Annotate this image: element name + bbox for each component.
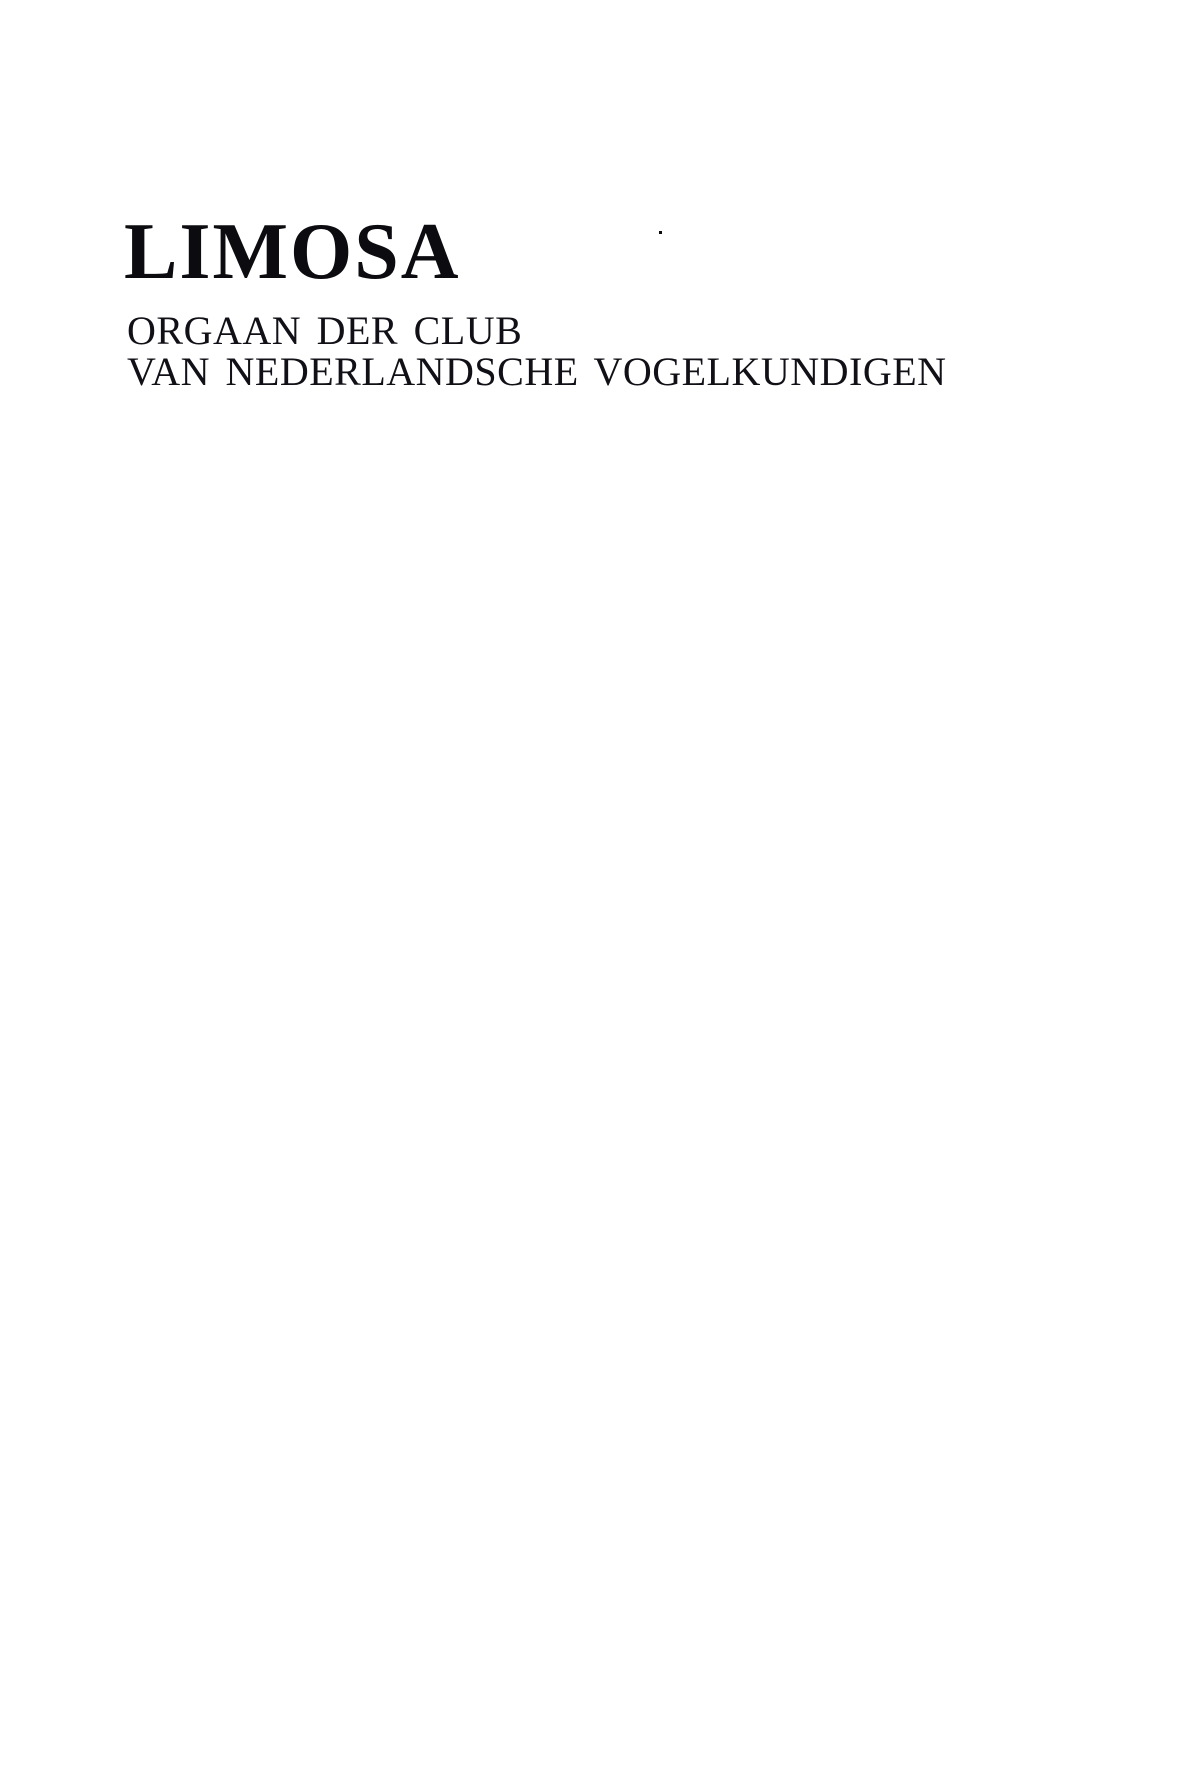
subtitle-line-1: ORGAAN DER CLUB	[127, 308, 523, 353]
masthead	[124, 208, 461, 296]
ink-speck-artifact	[659, 231, 662, 234]
journal-subtitle	[127, 310, 947, 392]
journal-title: LIMOSA	[124, 208, 461, 296]
subtitle-line-2: VAN NEDERLANDSCHE VOGELKUNDIGEN	[127, 349, 947, 394]
